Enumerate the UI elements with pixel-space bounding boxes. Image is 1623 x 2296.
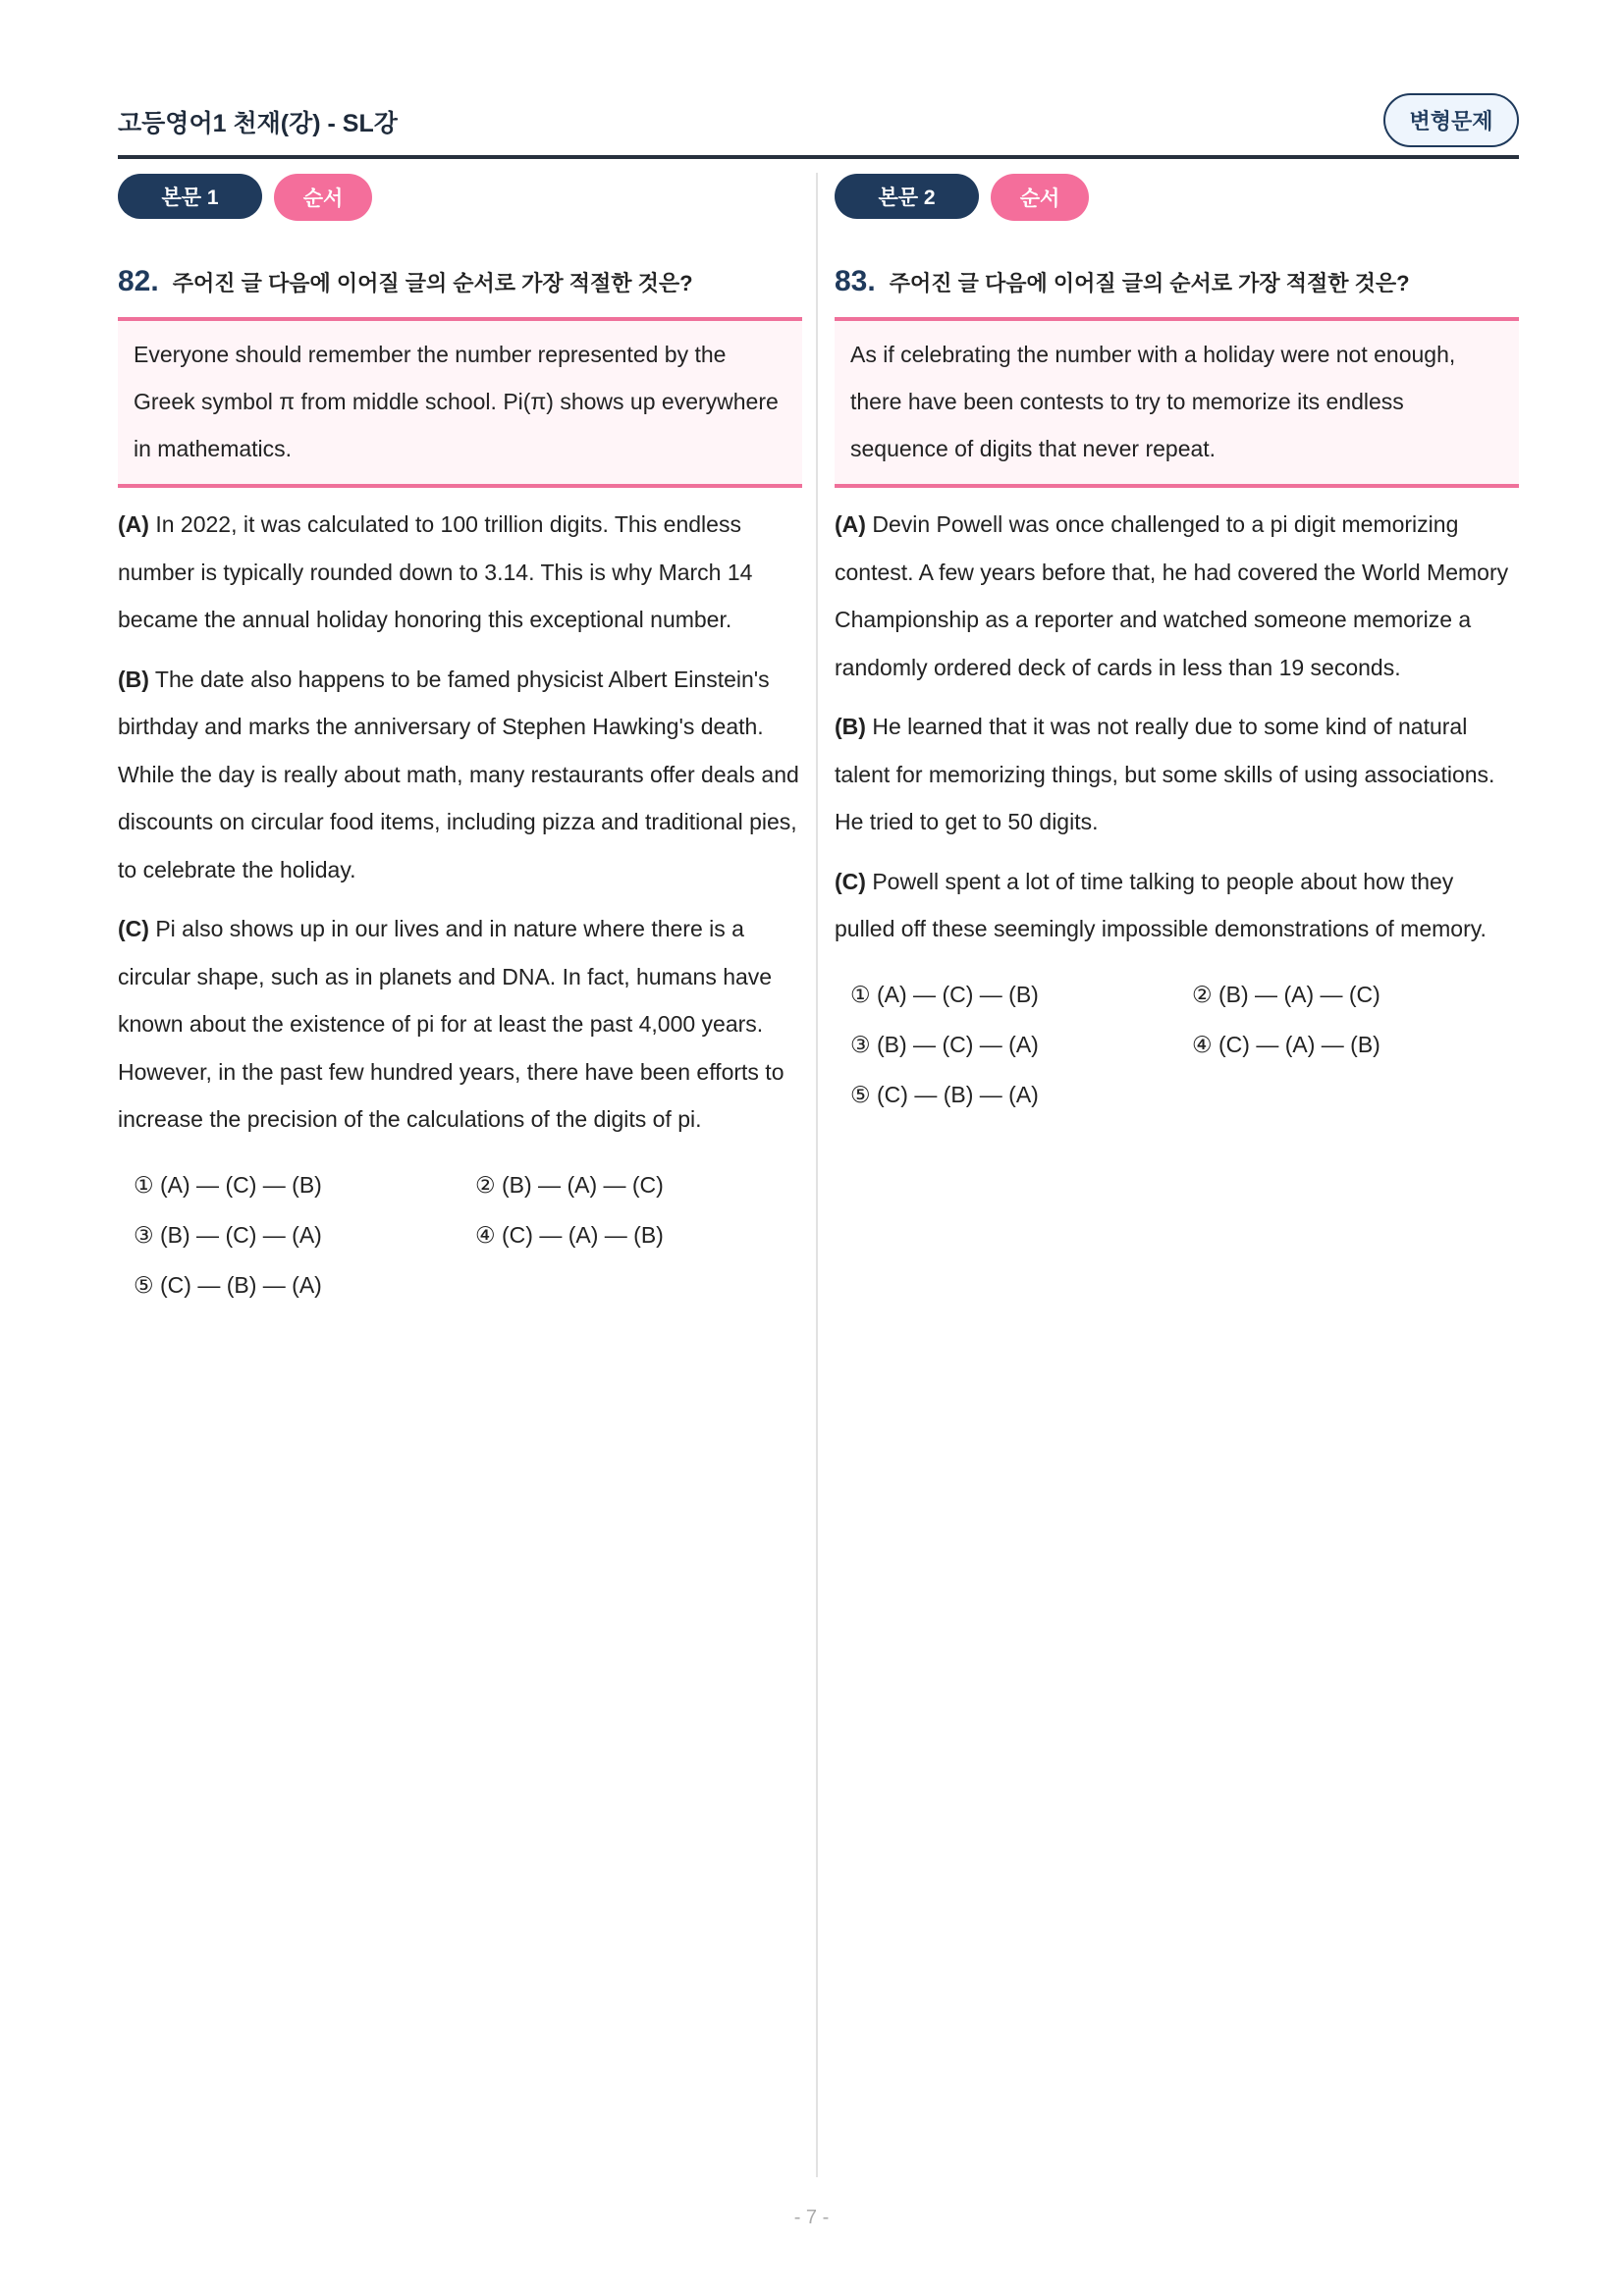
paragraph-text: Pi also shows up in our lives and in nature where there is a circular shape, such as in planets and DNA. In fact, humans have known about the existence of pi for at least the past 4,000 years. However, in the past few hundred years, there have been efforts to increase the precision of the calculations of the digits of pi.: [118, 916, 784, 1132]
paragraph: [835, 858, 1519, 953]
answer-choice[interactable]: ① (A) — (C) — (B): [134, 1171, 322, 1198]
answer-choice[interactable]: ⑤ (C) — (B) — (A): [850, 1081, 1039, 1107]
question-prompt: 주어진 글 다음에 이어질 글의 순서로 가장 적절한 것은?: [889, 271, 1410, 295]
answer-choice[interactable]: ④ (C) — (A) — (B): [475, 1221, 664, 1248]
answer-choice[interactable]: ⑤ (C) — (B) — (A): [134, 1271, 322, 1298]
paragraph-text: Devin Powell was once challenged to a pi digit memorizing contest. A few years before that, he had covered the World Memory Championship as a reporter and watched someone memorize a randomly ordered deck of cards in less than 19 seconds.: [835, 511, 1509, 680]
question-type-badge: 순서: [274, 174, 372, 221]
answer-choice[interactable]: ① (A) — (C) — (B): [850, 981, 1039, 1007]
answer-choice[interactable]: ④ (C) — (A) — (B): [1192, 1031, 1380, 1057]
paragraph: [835, 501, 1519, 691]
answer-choice[interactable]: ② (B) — (A) — (C): [475, 1171, 664, 1198]
question-number: 83.: [835, 265, 876, 297]
question-header: [118, 265, 802, 314]
given-passage: Everyone should remember the number represented by the Greek symbol π from middle school. Pi(π) shows up everywhere in mathematics.: [118, 317, 802, 488]
paragraph-label: (C): [118, 916, 149, 941]
passage-paragraphs: [118, 501, 802, 1144]
paragraph-text: In 2022, it was calculated to 100 trillion digits. This endless number is typically rounded down to 3.14. This is why March 14 became the annual holiday honoring this exceptional number.: [118, 511, 753, 632]
paragraph-label: (B): [118, 666, 149, 692]
paragraph: [118, 905, 802, 1144]
paragraph: [118, 656, 802, 894]
type-badge: 변형문제: [1383, 93, 1519, 147]
paragraph-label: (B): [835, 714, 866, 739]
document-title: 고등영어1 천재(강) - SL강: [118, 110, 398, 137]
page-number: - 7 -: [793, 2207, 830, 2228]
section-badge: 본문 1: [118, 174, 262, 219]
answer-choices: [118, 1161, 802, 1308]
given-passage: As if celebrating the number with a holiday were not enough, there have been contests to try to memorize its endless sequence of digits that never repeat.: [835, 317, 1519, 488]
question-number: 82.: [118, 265, 159, 297]
paragraph-text: Powell spent a lot of time talking to people about how they pulled off these seemingly impossible demonstrations of memory.: [835, 868, 1487, 941]
paragraph: [835, 703, 1519, 846]
paragraph-label: (A): [835, 511, 866, 537]
question-column-83: [835, 174, 1519, 1118]
passage-paragraphs: [835, 501, 1519, 953]
header-rule: [118, 155, 1519, 159]
paragraph-label: (A): [118, 511, 149, 537]
paragraph-label: (C): [835, 868, 866, 894]
answer-choice[interactable]: ② (B) — (A) — (C): [1192, 981, 1380, 1007]
paragraph-text: The date also happens to be famed physicist Albert Einstein's birthday and marks the anniversary of Stephen Hawking's death. While the day is really about math, many restaurants offer deals and discounts on circular food items, including pizza and traditional pies, to celebrate the holiday.: [118, 666, 799, 882]
badges: [835, 174, 1519, 221]
paragraph-text: He learned that it was not really due to some kind of natural talent for memorizing things, but some skills of using associations. He tried to get to 50 digits.: [835, 714, 1495, 834]
question-type-badge: 순서: [991, 174, 1089, 221]
column-divider: [816, 173, 818, 2177]
section-badge: 본문 2: [835, 174, 979, 219]
paragraph: [118, 501, 802, 644]
answer-choices: [835, 971, 1519, 1118]
question-header: [835, 265, 1519, 314]
answer-choice[interactable]: ③ (B) — (C) — (A): [850, 1031, 1039, 1057]
question-prompt: 주어진 글 다음에 이어질 글의 순서로 가장 적절한 것은?: [172, 271, 693, 295]
badges: [118, 174, 802, 221]
answer-choice[interactable]: ③ (B) — (C) — (A): [134, 1221, 322, 1248]
question-column-82: [118, 174, 802, 1308]
